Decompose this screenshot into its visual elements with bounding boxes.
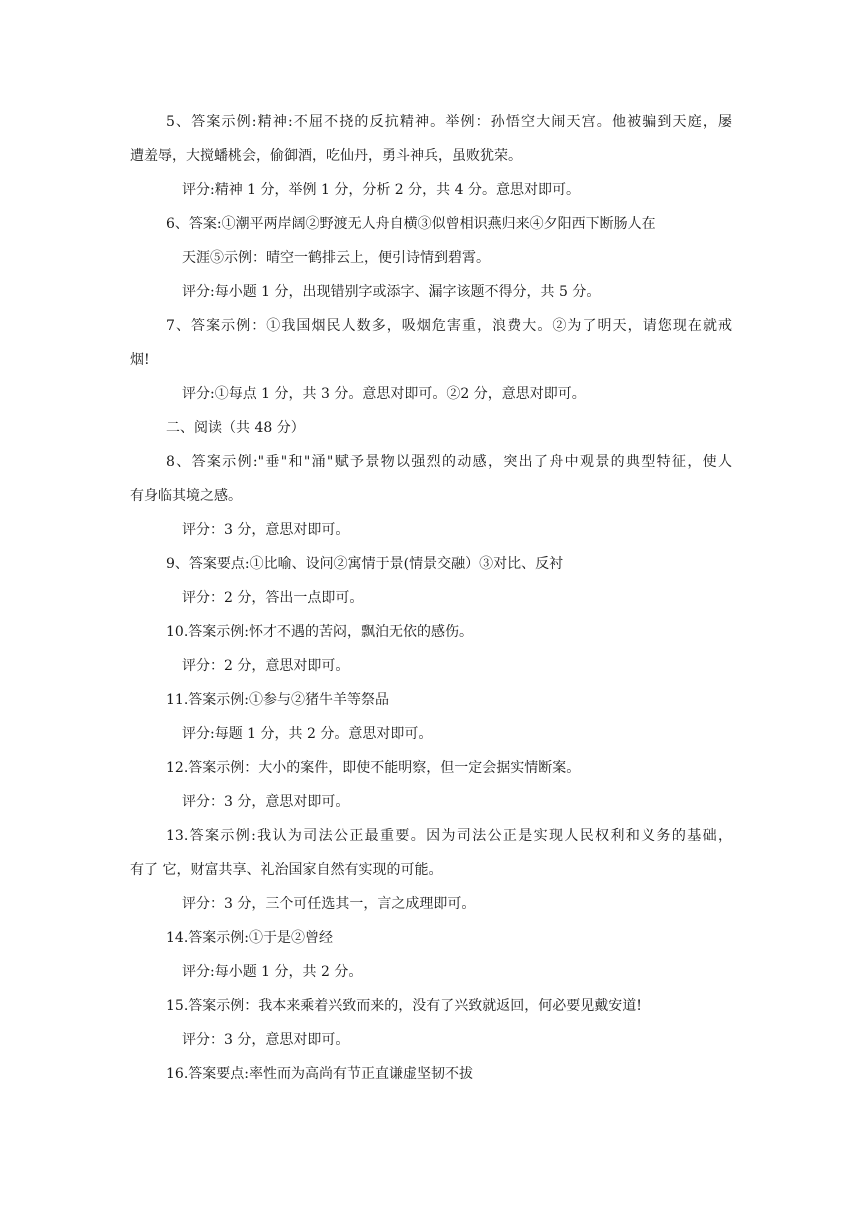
q15-scoring: 评分：3 分，意思对即可。: [182, 1032, 350, 1048]
q11-answer: 11.答案示例:①参与②猪牛羊等祭品: [166, 692, 389, 708]
q7-answer-line-1: 7、答案示例：①我国烟民人数多，吸烟危害重，浪费大。②为了明天，请您现在就戒: [166, 318, 732, 334]
q5-answer-line-2: 遭羞辱，大搅蟠桃会，偷御酒，吃仙丹，勇斗神兵，虽败犹荣。: [130, 148, 522, 164]
q8-scoring: 评分：3 分，意思对即可。: [182, 522, 350, 538]
q14-answer: 14.答案示例:①于是②曾经: [166, 930, 333, 946]
q15-answer: 15.答案示例：我本来乘着兴致而来的，没有了兴致就返回，何必要见戴安道!: [166, 998, 642, 1014]
q9-scoring: 评分：2 分，答出一点即可。: [182, 590, 364, 606]
q10-answer: 10.答案示例:怀才不遇的苦闷，飘泊无依的感伤。: [166, 624, 473, 640]
q12-scoring: 评分：3 分，意思对即可。: [182, 794, 350, 810]
q13-scoring: 评分：3 分，三个可任选其一，言之成理即可。: [182, 896, 476, 912]
q6-scoring: 评分:每小题 1 分，出现错别字或添字、漏字该题不得分，共 5 分。: [182, 284, 601, 300]
q13-answer-line-2: 有了 它，财富共享、礼治国家自然有实现的可能。: [130, 862, 443, 878]
q8-answer-line-2: 有身临其境之感。: [130, 488, 242, 504]
q5-scoring: 评分:精神 1 分，举例 1 分，分析 2 分，共 4 分。意思对即可。: [182, 182, 580, 198]
q12-answer: 12.答案示例：大小的案件，即使不能明察，但一定会据实情断案。: [166, 760, 581, 776]
section-heading-reading: 二、阅读（共 48 分）: [166, 420, 305, 436]
q7-answer-line-2: 烟!: [130, 352, 150, 368]
q10-scoring: 评分：2 分，意思对即可。: [182, 658, 350, 674]
q5-answer-line-1: 5、答案示例:精神:不屈不挠的反抗精神。举例：孙悟空大闹天宫。他被骗到天庭，屡: [166, 114, 732, 130]
q6-answer-line-2: 天涯⑤示例：晴空一鹤排云上，便引诗情到碧霄。: [182, 250, 490, 266]
q13-answer-line-1: 13.答案示例:我认为司法公正最重要。因为司法公正是实现人民权利和义务的基础，: [166, 828, 732, 844]
q16-answer: 16.答案要点:率性而为高尚有节正直谦虚坚韧不拔: [166, 1066, 473, 1082]
q9-answer: 9、答案要点:①比喻、设问②寓情于景(情景交融）③对比、反衬: [166, 556, 564, 572]
q7-scoring: 评分:①每点 1 分，共 3 分。意思对即可。②2 分，意思对即可。: [182, 386, 586, 402]
q8-answer-line-1: 8、答案示例:"垂"和"涌"赋予景物以强烈的动感，突出了舟中观景的典型特征，使人: [166, 454, 732, 470]
q6-answer-line-1: 6、答案:①潮平两岸阔②野渡无人舟自横③似曾相识燕归来④夕阳西下断肠人在: [166, 216, 656, 232]
q11-scoring: 评分:每题 1 分，共 2 分。意思对即可。: [182, 726, 433, 742]
q14-scoring: 评分:每小题 1 分，共 2 分。: [182, 964, 363, 980]
